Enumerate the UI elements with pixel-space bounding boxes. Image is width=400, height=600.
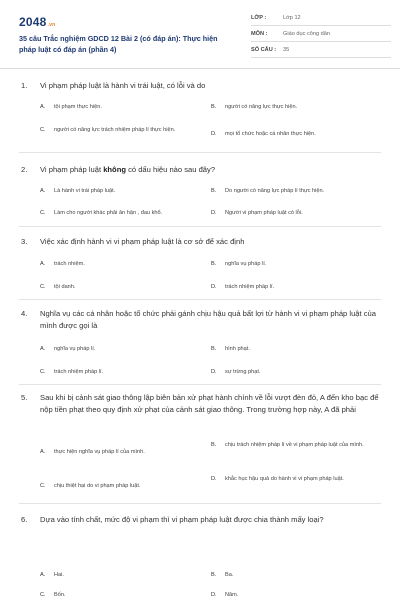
option-b[interactable] <box>211 260 369 269</box>
question-text: Việc xác định hành vi vi phạm pháp luật là cơ sở để xác định <box>40 237 245 246</box>
question-6 <box>21 514 383 526</box>
option-text: người có năng lực trách nhiệm pháp lí thực hiện. <box>54 127 176 133</box>
option-a[interactable] <box>40 571 198 580</box>
option-letter: A. <box>40 104 46 110</box>
option-letter: A. <box>40 261 46 267</box>
option-letter: D. <box>211 284 217 290</box>
option-a[interactable] <box>40 345 198 354</box>
option-d[interactable] <box>211 591 369 600</box>
option-text: thực hiện nghĩa vụ pháp lí của mình. <box>54 449 145 455</box>
question-number: 1. <box>21 81 28 90</box>
option-c[interactable] <box>40 368 198 377</box>
option-d[interactable] <box>211 283 369 292</box>
option-a[interactable] <box>40 448 198 457</box>
divider <box>19 299 381 300</box>
option-text: Làm cho người khác phải ân hận , đau khổ. <box>54 210 163 216</box>
divider <box>19 384 381 385</box>
option-text: Người vi phạm pháp luật có lỗi. <box>225 210 303 216</box>
meta-key: LỚP : <box>251 14 267 21</box>
option-b[interactable] <box>211 103 369 112</box>
option-letter: C. <box>40 210 46 216</box>
option-text: sự trừng phạt. <box>225 369 261 375</box>
option-letter: D. <box>211 592 217 598</box>
option-letter: D. <box>211 210 217 216</box>
option-text: Hai. <box>54 572 64 578</box>
question-text: Nghĩa vụ các cá nhân hoặc tổ chức phải gánh chịu hậu quả bất lợi từ hành vi vi phạm pháp luật của mình được gọi là <box>40 309 376 330</box>
question-number: 3. <box>21 237 28 246</box>
option-letter: C. <box>40 369 46 375</box>
option-letter: A. <box>40 188 46 194</box>
option-b[interactable] <box>211 187 397 196</box>
meta-row-count <box>251 42 391 58</box>
question-2 <box>21 164 383 176</box>
option-text: trách nhiệm. <box>54 261 85 267</box>
option-letter: D. <box>211 369 217 375</box>
option-c[interactable] <box>40 482 198 491</box>
option-b[interactable] <box>211 345 369 354</box>
option-letter: D. <box>211 476 217 482</box>
question-number: 2. <box>21 165 28 174</box>
option-text: mọi tổ chức hoặc cá nhân thực hiện. <box>225 131 316 137</box>
document-title: 35 câu Trắc nghiệm GDCD 12 Bài 2 (có đáp án): Thực hiện pháp luật có đáp án (phần 4) <box>19 34 218 54</box>
divider <box>19 503 381 504</box>
option-d[interactable] <box>211 130 397 139</box>
meta-table <box>251 10 391 58</box>
option-letter: B. <box>211 572 217 578</box>
option-text: Năm. <box>225 592 239 598</box>
option-text: Do người có năng lực pháp lí thực hiện. <box>225 188 325 194</box>
option-b[interactable] <box>211 441 383 450</box>
meta-value: Lớp 12 <box>283 14 301 21</box>
option-d[interactable] <box>211 368 369 377</box>
meta-row-class <box>251 10 391 26</box>
logo-suffix: .vn <box>47 22 56 28</box>
document-header <box>0 0 400 69</box>
option-letter: B. <box>211 261 217 267</box>
option-d[interactable] <box>211 475 383 484</box>
option-text: hình phạt. <box>225 346 250 352</box>
question-4 <box>21 308 383 332</box>
option-c[interactable] <box>40 126 198 135</box>
option-text: trách nhiệm pháp lí. <box>54 369 104 375</box>
option-c[interactable] <box>40 209 219 218</box>
question-text: Vi phạm pháp luật là hành vi trái luật, có lỗi và do <box>40 81 206 90</box>
question-text: Vi phạm pháp luật không có dấu hiệu nào sau đây? <box>40 165 216 174</box>
option-letter: A. <box>40 572 46 578</box>
option-d[interactable] <box>211 209 369 218</box>
option-b[interactable] <box>211 571 369 580</box>
meta-value: Giáo dục công dân <box>283 30 330 37</box>
option-letter: B. <box>211 188 217 194</box>
question-text: Dựa vào tính chất, mức độ vi phạm thì vi phạm pháp luật được chia thành mấy loại? <box>40 515 324 524</box>
meta-key: MÔN : <box>251 30 268 37</box>
meta-key: SỐ CÂU : <box>251 46 277 53</box>
question-3 <box>21 236 383 248</box>
option-text: chịu thiệt hại do vi phạm pháp luật. <box>54 483 141 489</box>
option-letter: B. <box>211 104 217 110</box>
meta-row-subject <box>251 26 391 42</box>
option-letter: B. <box>211 346 217 352</box>
option-text: nghĩa vụ pháp lí. <box>54 346 96 352</box>
divider <box>19 226 381 227</box>
option-a[interactable] <box>40 103 198 112</box>
option-text: người có năng lực thực hiện. <box>225 104 298 110</box>
option-text: tội danh. <box>54 284 76 290</box>
question-number: 5. <box>21 393 28 402</box>
logo-text: 2048 <box>19 15 47 29</box>
option-letter: D. <box>211 131 217 137</box>
option-text: khắc hục hậu quả do hành vi vi phạm pháp luật. <box>225 476 344 482</box>
option-text: nghĩa vụ pháp lí. <box>225 261 267 267</box>
question-5 <box>21 392 383 416</box>
site-logo[interactable] <box>19 15 55 29</box>
option-letter: A. <box>40 346 46 352</box>
option-text: tội phạm thực hiện. <box>54 104 102 110</box>
question-1 <box>21 80 383 92</box>
option-letter: C. <box>40 284 46 290</box>
option-text: Bốn. <box>54 592 66 598</box>
option-c[interactable] <box>40 591 198 600</box>
option-text: trách nhiệm pháp lí. <box>225 284 275 290</box>
option-letter: A. <box>40 449 46 455</box>
option-text: Là hành vi trái pháp luật. <box>54 188 116 194</box>
option-text: Ba. <box>225 572 234 578</box>
divider <box>19 152 381 153</box>
option-letter: B. <box>211 442 217 448</box>
question-text: Sau khi bị cảnh sát giao thông lập biên bản xử phạt hành chính về lỗi vượt đèn đỏ, A đến kho bạc để nộp tiền phạt theo quy định xử phạt của cảnh sát giao thông. Trong trường hợp này, A đã phải <box>40 393 379 414</box>
option-a[interactable] <box>40 187 198 196</box>
question-number: 6. <box>21 515 28 524</box>
question-number: 4. <box>21 309 28 318</box>
meta-value: 35 <box>283 46 290 53</box>
option-letter: C. <box>40 127 46 133</box>
option-letter: C. <box>40 483 46 489</box>
option-text: chịu trách nhiệm pháp lí về vi phạm pháp luật của mình. <box>225 442 364 448</box>
option-letter: C. <box>40 592 46 598</box>
option-a[interactable] <box>40 260 198 269</box>
option-c[interactable] <box>40 283 198 292</box>
